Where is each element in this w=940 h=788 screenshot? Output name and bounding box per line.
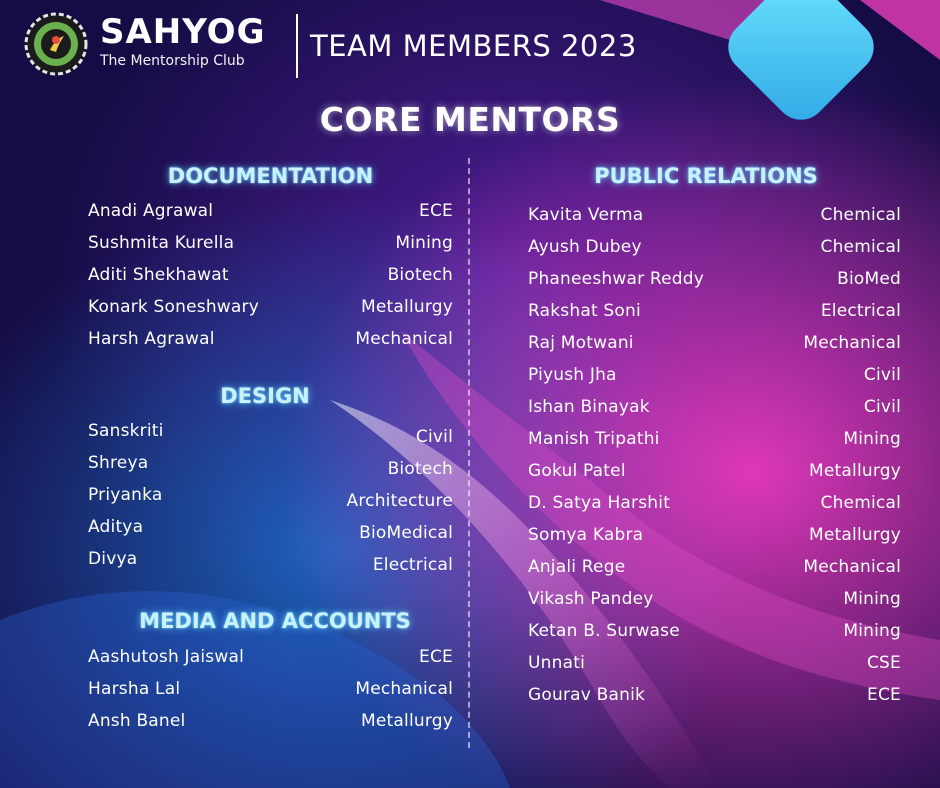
member-dept: Biotech: [387, 459, 453, 479]
member-name: Ansh Banel: [88, 711, 186, 731]
member-name: Priyanka: [88, 485, 163, 505]
member-name: Ishan Binayak: [528, 397, 650, 417]
member-row: [88, 198, 453, 224]
member-row: [528, 202, 901, 228]
member-dept: Civil: [863, 365, 901, 385]
member-row: [528, 234, 901, 260]
member-row: [528, 362, 901, 388]
member-name: Anadi Agrawal: [88, 201, 214, 221]
member-dept: Chemical: [820, 493, 901, 513]
member-dept: Metallurgy: [809, 461, 901, 481]
member-dept: BioMedical: [359, 523, 453, 543]
member-name: Sushmita Kurella: [88, 233, 235, 253]
member-name: Divya: [88, 549, 138, 569]
member-row: [88, 482, 453, 511]
member-name: D. Satya Harshit: [528, 493, 671, 513]
member-name: Piyush Jha: [528, 365, 617, 385]
member-row: [528, 618, 901, 644]
header-divider: [296, 14, 298, 78]
member-name: Kavita Verma: [528, 205, 644, 225]
member-row: [528, 458, 901, 484]
member-row: [528, 650, 901, 676]
member-name: Somya Kabra: [528, 525, 644, 545]
brand-name: SAHYOG: [100, 12, 266, 52]
member-row: [88, 708, 453, 734]
group-title-documentation: DOCUMENTATION: [167, 164, 374, 188]
member-name: Vikash Pandey: [528, 589, 654, 609]
member-row: [528, 682, 901, 708]
member-row: [528, 490, 901, 516]
member-dept: Mining: [395, 233, 453, 253]
member-dept: Metallurgy: [361, 711, 453, 731]
member-name: Aashutosh Jaiswal: [88, 647, 245, 667]
brand-subtitle: The Mentorship Club: [100, 53, 245, 69]
member-name: Ayush Dubey: [528, 237, 642, 257]
member-name: Rakshat Soni: [528, 301, 641, 321]
member-name: Unnati: [528, 653, 585, 673]
section-title: CORE MENTORS: [319, 100, 621, 139]
member-name: Manish Tripathi: [528, 429, 660, 449]
member-name: Harsh Agrawal: [88, 329, 215, 349]
member-row: [88, 676, 453, 702]
brand-block: [100, 12, 285, 74]
column-divider: [468, 158, 470, 748]
member-name: Sanskriti: [88, 421, 164, 441]
member-dept: Mechanical: [355, 329, 453, 349]
member-row: [528, 330, 901, 356]
member-dept: Mechanical: [355, 679, 453, 699]
member-dept: ECE: [419, 647, 453, 667]
member-row: [528, 266, 901, 292]
member-dept: Mining: [843, 621, 901, 641]
member-name: Anjali Rege: [528, 557, 626, 577]
member-dept: Civil: [415, 427, 453, 447]
member-row: [88, 514, 453, 543]
member-dept: Electrical: [820, 301, 901, 321]
member-row: [88, 262, 453, 288]
member-name: Ketan B. Surwase: [528, 621, 680, 641]
member-dept: Architecture: [346, 491, 453, 511]
member-dept: Civil: [863, 397, 901, 417]
member-name: Aditi Shekhawat: [88, 265, 229, 285]
group-title-design: DESIGN: [220, 384, 310, 408]
member-dept: Mining: [843, 429, 901, 449]
member-name: Gokul Patel: [528, 461, 626, 481]
member-dept: CSE: [866, 653, 901, 673]
member-dept: Mining: [843, 589, 901, 609]
member-dept: Chemical: [820, 237, 901, 257]
page-title: TEAM MEMBERS 2023: [310, 29, 637, 63]
member-row: [528, 522, 901, 548]
member-row: [88, 546, 453, 575]
member-name: Harsha Lal: [88, 679, 181, 699]
member-row: [88, 450, 453, 479]
member-dept: Metallurgy: [361, 297, 453, 317]
member-row: [528, 394, 901, 420]
member-dept: Mechanical: [803, 557, 901, 577]
member-name: Aditya: [88, 517, 144, 537]
member-row: [528, 554, 901, 580]
member-dept: ECE: [867, 685, 901, 705]
member-row: [528, 298, 901, 324]
member-name: Gourav Banik: [528, 685, 646, 705]
member-name: Phaneeshwar Reddy: [528, 269, 705, 289]
member-dept: Electrical: [372, 555, 453, 575]
member-dept: Chemical: [820, 205, 901, 225]
member-row: [88, 230, 453, 256]
club-logo: [24, 12, 88, 76]
member-row: [88, 644, 453, 670]
member-row: [88, 294, 453, 320]
member-row: [528, 586, 901, 612]
member-dept: ECE: [419, 201, 453, 221]
member-row: [88, 326, 453, 352]
member-row: [528, 426, 901, 452]
member-name: Raj Motwani: [528, 333, 634, 353]
member-dept: BioMed: [837, 269, 901, 289]
group-title-media-accounts: MEDIA AND ACCOUNTS: [139, 609, 411, 633]
member-dept: Mechanical: [803, 333, 901, 353]
member-dept: Metallurgy: [809, 525, 901, 545]
member-dept: Biotech: [387, 265, 453, 285]
group-title-public-relations: PUBLIC RELATIONS: [594, 164, 818, 188]
member-name: Konark Soneshwary: [88, 297, 259, 317]
member-name: Shreya: [88, 453, 149, 473]
member-row: [88, 418, 453, 447]
